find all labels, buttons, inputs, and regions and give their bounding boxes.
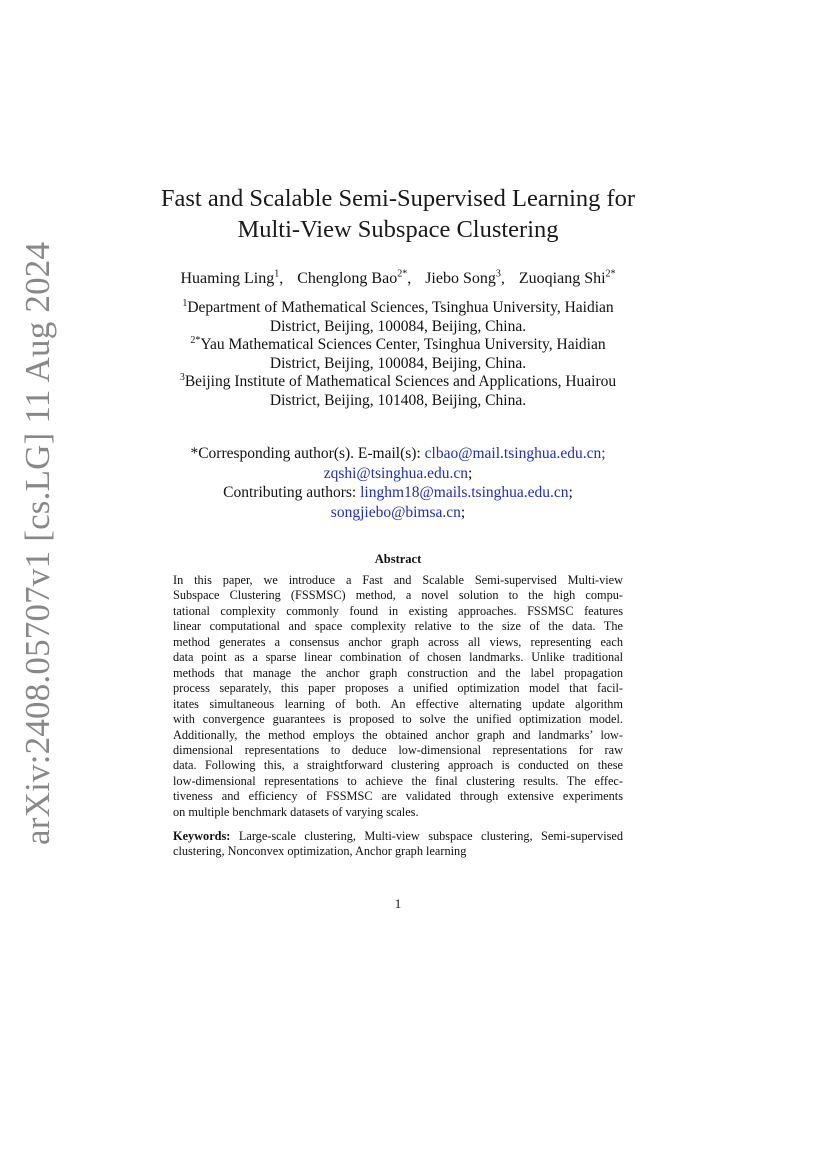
email-link-clbao[interactable]: clbao@mail.tsinghua.edu.cn — [424, 445, 602, 462]
author-affiliation-mark: 1 — [274, 268, 280, 280]
affiliation-3 — [130, 373, 666, 410]
email-separator: ; — [601, 445, 606, 462]
keywords-line-1 — [173, 829, 623, 844]
keywords-block — [173, 829, 623, 860]
email-link-songjiebo[interactable]: songjiebo@bimsa.cn — [330, 503, 461, 521]
abstract-line: Subspace Clustering (FSSMSC) method, a novel solution to the high compu- — [173, 588, 623, 603]
author-affiliation-mark: 3 — [495, 268, 501, 280]
page-number: 1 — [394, 896, 402, 911]
author-2: Chenglong Bao$^{2*}$, — [297, 268, 412, 287]
author-4 — [519, 270, 616, 287]
abstract-line: linear computational and space complexity relative to the size of the data. The — [173, 619, 623, 634]
author-name: Chenglong Bao — [297, 270, 398, 287]
corresponding-line-2 — [120, 464, 676, 484]
abstract-line: In this paper, we introduce a Fast and Scalable Semi-supervised Multi-view — [173, 573, 623, 587]
author-list — [120, 268, 676, 290]
abstract-line: low-dimensional representations to achieve the final clustering results. The effec- — [173, 773, 623, 788]
author-affiliation-mark: 2* — [397, 268, 408, 280]
corresponding-label: *Corresponding author(s). E-mail(s): — [190, 445, 421, 462]
abstract-body — [173, 573, 623, 820]
contributing-label: Contributing authors: — [223, 484, 357, 501]
affiliation-list — [130, 299, 666, 411]
author-name: Zuoqiang Shi — [518, 270, 606, 287]
affiliation-mark: 1 — [182, 297, 188, 309]
arxiv-identifier-stamp: arXiv:2408.05707v1 [cs.LG] 11 Aug 2024 — [18, 241, 57, 845]
abstract-line: Additionally, the method employs the obtained anchor graph and landmarks’ low- — [173, 727, 623, 742]
author-name: Jiebo Song — [425, 270, 496, 287]
email-link-linghm18[interactable]: linghm18@mails.tsinghua.edu.cn — [360, 484, 569, 501]
author-name: Huaming Ling — [180, 270, 275, 287]
affiliation-line: District, Beijing, 100084, Beijing, China. — [269, 354, 527, 372]
email-separator: ; — [460, 503, 466, 521]
email-link-zqshi[interactable]: zqshi@tsinghua.edu.cn — [323, 464, 468, 482]
title-line-1: Fast and Scalable Semi-Supervised Learning for — [160, 185, 636, 212]
author-affiliation-mark: 2* — [605, 268, 616, 280]
keywords-line-2: clustering, Nonconvex optimization, Anchor graph learning — [173, 844, 467, 859]
title-line-2: Multi-View Subspace Clustering — [237, 216, 559, 243]
abstract-line: with convergence guarantees is proposed to solve the unified optimization model. — [173, 712, 623, 727]
affiliation-line: Yau Mathematical Sciences Center, Tsinghua University, Haidian — [200, 336, 606, 354]
abstract-line: data. Following this, a straightforward clustering approach is conducted on these — [173, 758, 623, 773]
affiliation-mark: 2* — [190, 335, 201, 347]
affiliation-2 — [130, 336, 666, 373]
abstract-line: tational complexity commonly found in existing approaches. FSSMSC features — [173, 603, 623, 618]
abstract-line: process separately, this paper proposes a unified optimization model that facil- — [173, 681, 623, 696]
affiliation-line: Beijing Institute of Mathematical Sciences and Applications, Huairou — [184, 373, 617, 391]
email-separator: ; — [467, 464, 473, 482]
keywords-label: Keywords: — [173, 829, 231, 843]
abstract-line: on multiple benchmark datasets of varying scales. — [173, 804, 419, 819]
affiliation-1 — [130, 299, 666, 336]
abstract-line: method generates a consensus anchor graph across all views, representing each — [173, 634, 623, 649]
contributing-line — [120, 483, 676, 503]
contact-block — [120, 444, 676, 522]
affiliation-line: District, Beijing, 101408, Beijing, China. — [269, 391, 527, 409]
corresponding-line — [120, 444, 676, 464]
author-3: Jiebo Song$^3$, — [425, 268, 505, 287]
abstract-line: dimensional representations to deduce low-dimensional representations for raw — [173, 742, 623, 757]
abstract-line: data point as a sparse linear combination of chosen landmarks. Unlike traditional — [173, 650, 623, 665]
affiliation-line: District, Beijing, 100084, Beijing, China. — [269, 317, 527, 335]
affiliation-mark: 3 — [179, 372, 185, 384]
keywords-text: Large-scale clustering, Multi-view subspace clustering, Semi-supervised — [238, 829, 623, 843]
abstract-line: itates simultaneous learning of both. An effective alternating update algorithm — [173, 696, 623, 711]
abstract-line: methods that manage the anchor graph construction and the label propagation — [173, 665, 623, 680]
affiliation-line: Department of Mathematical Sciences, Tsinghua University, Haidian — [187, 299, 614, 316]
author-1: Huaming Ling$^1$, — [180, 268, 284, 287]
abstract-line: tiveness and efficiency of FSSMSC are validated through extensive experiments — [173, 789, 623, 804]
email-separator: ; — [568, 484, 573, 501]
paper-title — [120, 183, 676, 245]
abstract-heading: Abstract — [374, 552, 422, 566]
contributing-line-2 — [120, 503, 676, 523]
